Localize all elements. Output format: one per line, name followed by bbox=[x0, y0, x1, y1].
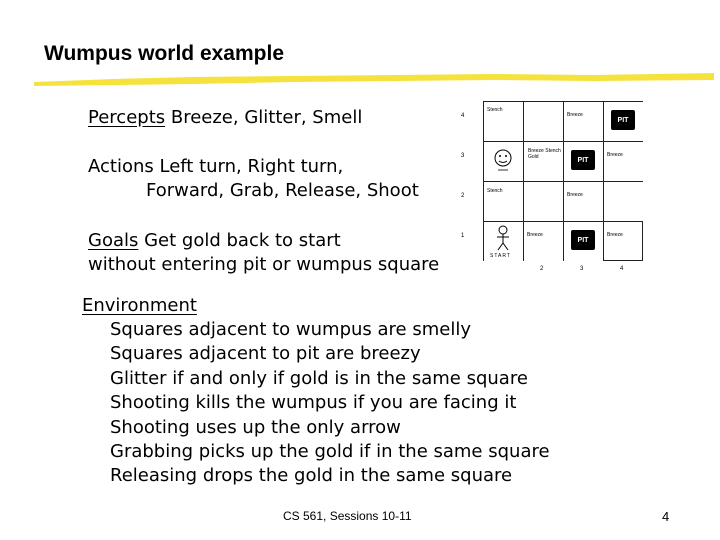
grid-cell bbox=[563, 101, 603, 141]
highlighter-stroke bbox=[34, 73, 714, 86]
page-number: 4 bbox=[662, 509, 670, 524]
env-line: Glitter if and only if gold is in the same square bbox=[110, 368, 528, 389]
row-label: 1 bbox=[461, 233, 465, 239]
breeze-note: Breeze bbox=[607, 152, 623, 158]
env-line: Shooting uses up the only arrow bbox=[110, 417, 401, 438]
goals-line-2: without entering pit or wumpus square bbox=[88, 254, 440, 275]
col-label: 3 bbox=[580, 266, 584, 272]
goals-line-1 bbox=[88, 229, 341, 253]
grid-cell bbox=[483, 101, 523, 141]
percepts-label: Percepts bbox=[88, 107, 166, 128]
footer-course: CS 561, Sessions 10-11 bbox=[283, 509, 412, 523]
goals-label: Goals bbox=[88, 230, 139, 251]
pit-marker: PIT bbox=[571, 150, 595, 170]
environment-label: Environment bbox=[82, 295, 197, 316]
breeze-note: Breeze bbox=[567, 112, 583, 118]
grid-cell bbox=[603, 181, 643, 221]
col-label: 2 bbox=[540, 266, 544, 272]
grid-cell bbox=[563, 181, 603, 221]
env-line: Squares adjacent to wumpus are smelly bbox=[110, 319, 471, 340]
grid-cell bbox=[523, 221, 563, 261]
breeze-note: Breeze bbox=[607, 232, 623, 238]
percepts-text: Breeze, Glitter, Smell bbox=[165, 107, 363, 128]
actions-label: Actions bbox=[88, 156, 154, 177]
slide-title: Wumpus world example bbox=[44, 42, 284, 65]
stench-note: Stench bbox=[487, 188, 503, 194]
row-label: 2 bbox=[461, 193, 465, 199]
actions-line-2: Forward, Grab, Release, Shoot bbox=[146, 180, 419, 201]
grid-cell bbox=[483, 141, 523, 181]
env-line: Releasing drops the gold in the same square bbox=[110, 465, 513, 486]
breeze-note: Breeze bbox=[527, 232, 543, 238]
grid-cell bbox=[483, 221, 523, 261]
actions-text-1: Left turn, Right turn, bbox=[153, 156, 344, 177]
grid-cell bbox=[603, 101, 643, 141]
goals-text-1: Get gold back to start bbox=[138, 230, 341, 251]
env-line: Squares adjacent to pit are breezy bbox=[110, 343, 421, 364]
env-line: Shooting kills the wumpus if you are facing it bbox=[110, 392, 517, 413]
row-label: 4 bbox=[461, 113, 465, 119]
breeze-stench-gold-note: Breeze Stench Gold bbox=[528, 148, 561, 160]
breeze-note: Breeze bbox=[567, 192, 583, 198]
grid-cell bbox=[603, 221, 643, 261]
highlighter-rule bbox=[34, 70, 714, 88]
agent-icon bbox=[494, 225, 512, 251]
grid-cell bbox=[523, 141, 563, 181]
col-label: 4 bbox=[620, 266, 624, 272]
actions-line-1 bbox=[88, 155, 343, 179]
grid-cell bbox=[563, 141, 603, 181]
stench-note: Stench bbox=[487, 107, 503, 113]
grid-cell bbox=[563, 221, 603, 261]
env-line: Grabbing picks up the gold if in the same square bbox=[110, 441, 550, 462]
grid-cell bbox=[483, 181, 523, 221]
pit-marker: PIT bbox=[571, 230, 595, 250]
grid-cell bbox=[603, 141, 643, 181]
start-label: START bbox=[490, 253, 511, 259]
grid-cell bbox=[523, 181, 563, 221]
pit-marker: PIT bbox=[611, 110, 635, 130]
percepts-line bbox=[88, 106, 362, 130]
grid-cell bbox=[523, 101, 563, 141]
row-label: 3 bbox=[461, 153, 465, 159]
wumpus-icon bbox=[492, 148, 514, 176]
